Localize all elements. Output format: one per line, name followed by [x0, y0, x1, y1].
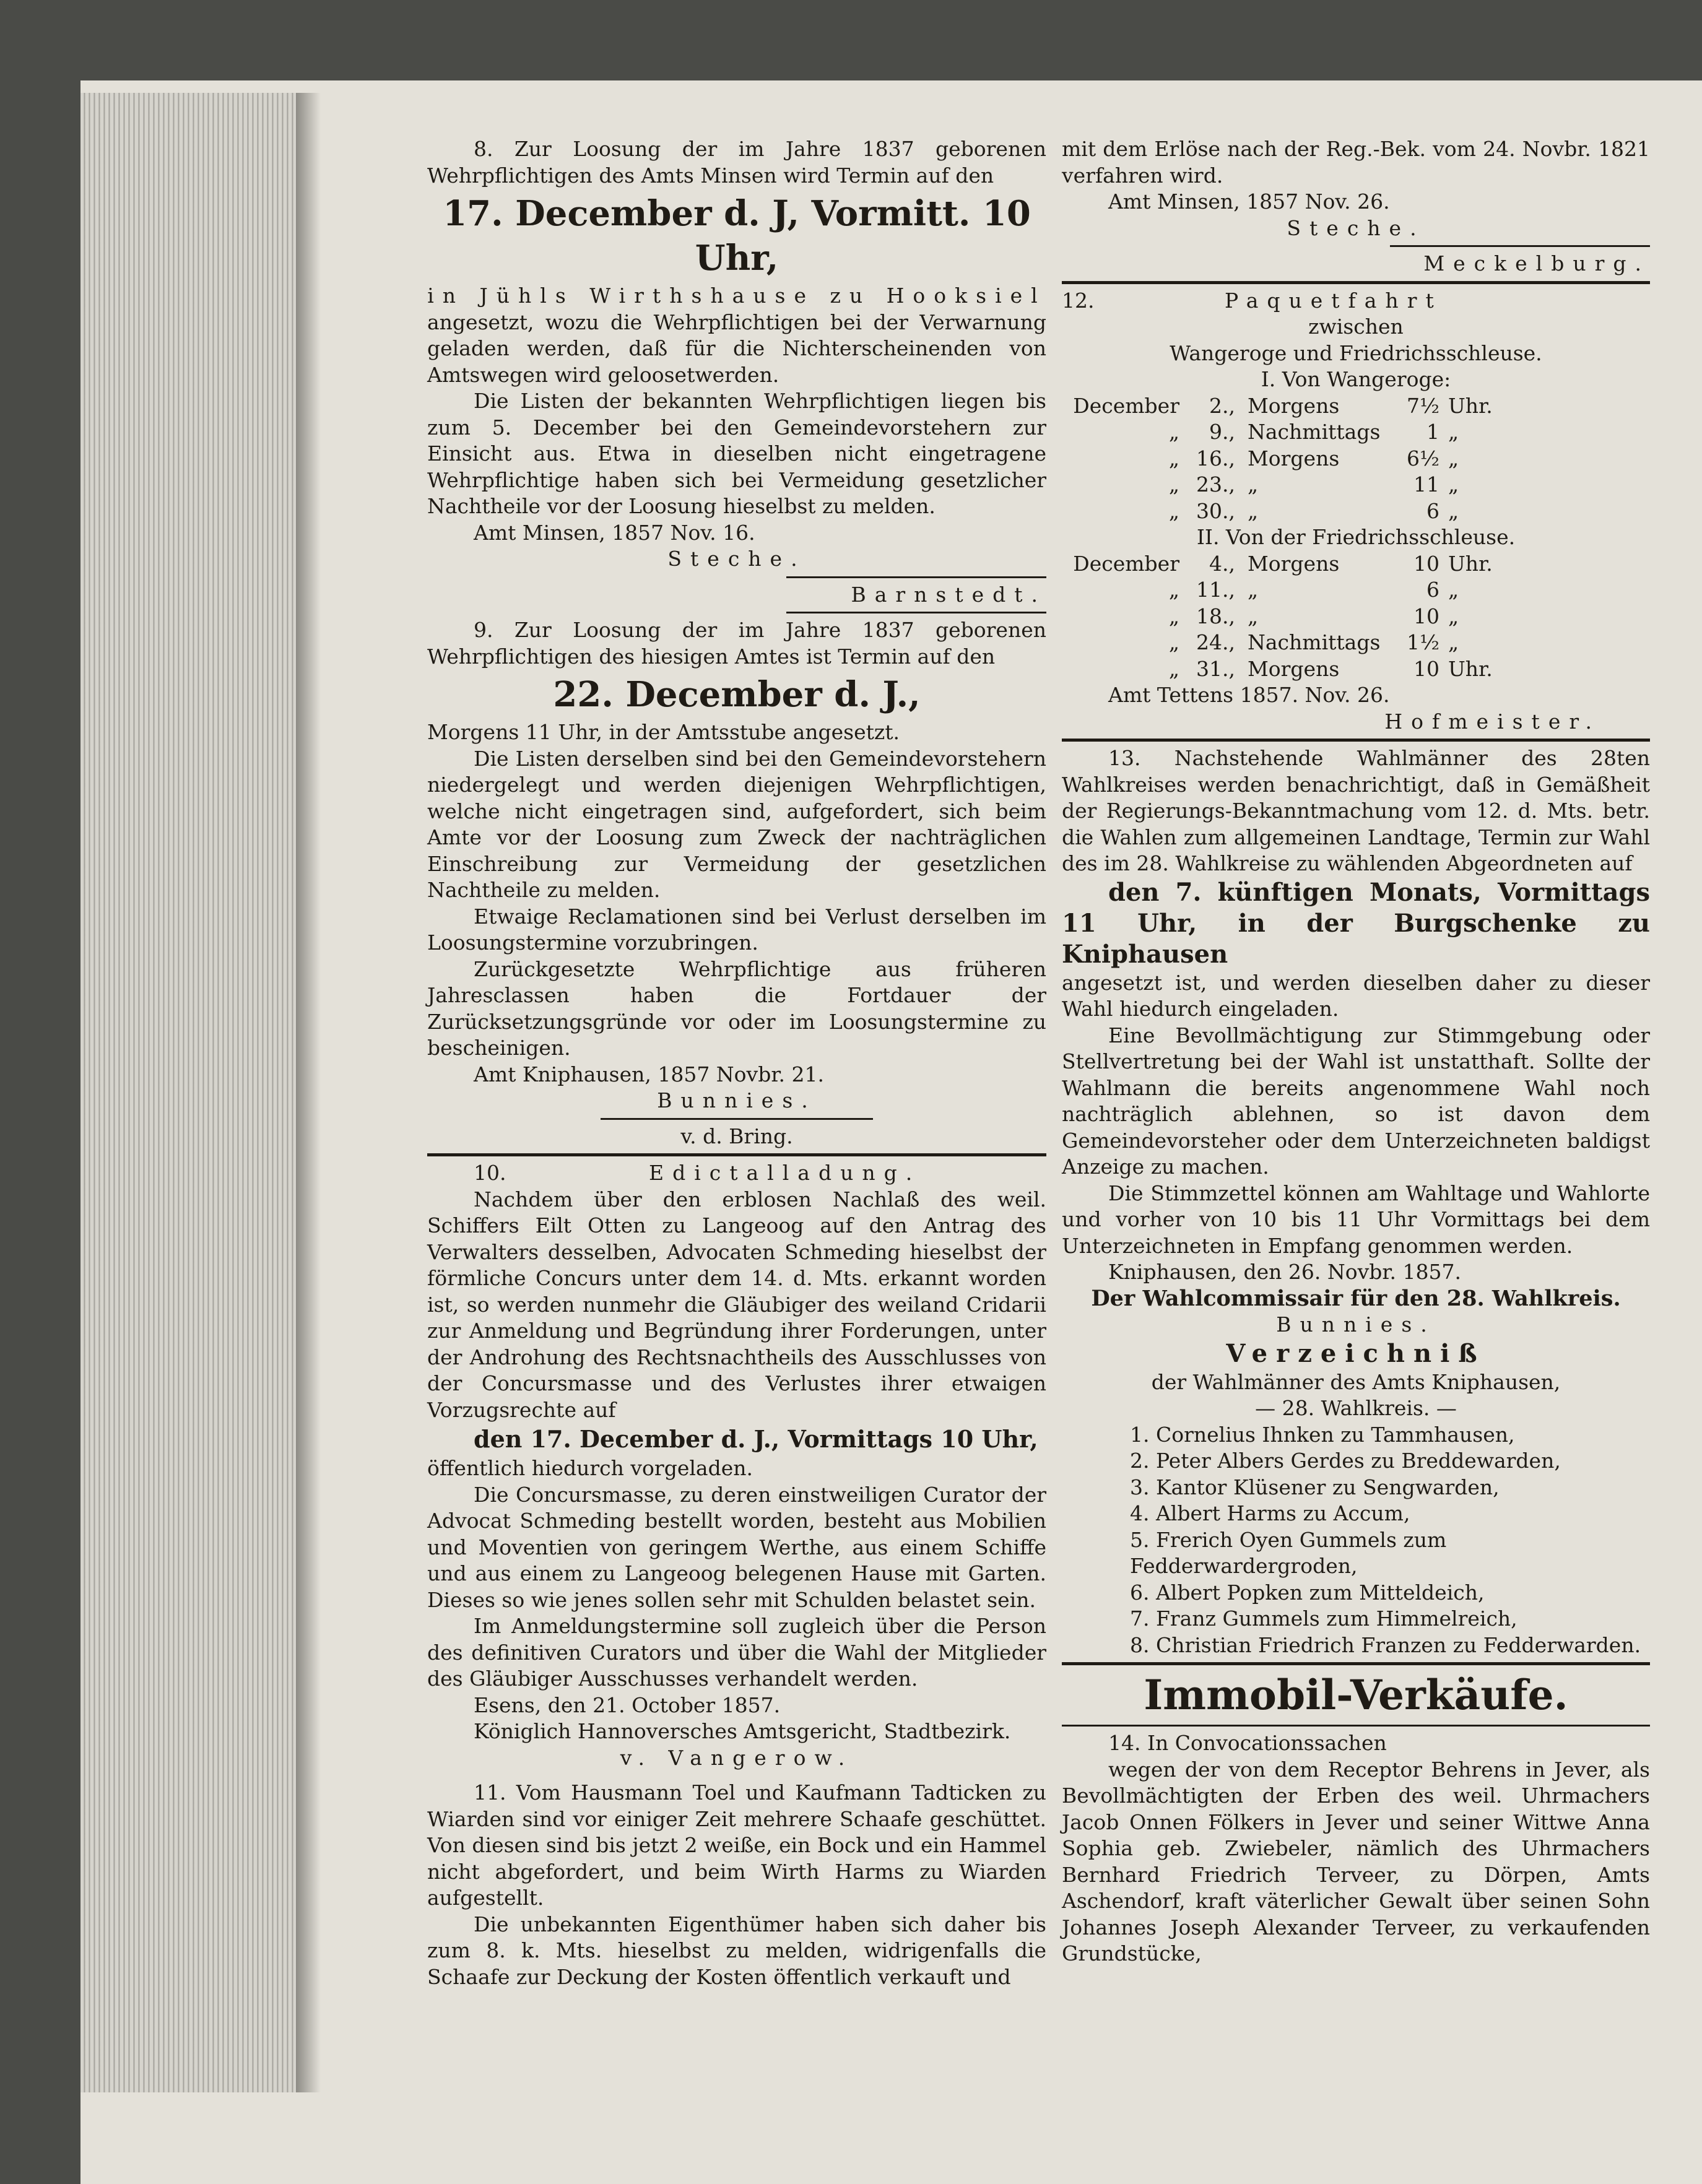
schedule-cell: 11 [1413, 472, 1439, 496]
notice-8-sign-name: Steche. [667, 547, 806, 571]
divider [601, 1118, 873, 1120]
voter-list-item: 4. Albert Harms zu Accum, [1130, 1501, 1410, 1525]
notice-13-date: den 7. künftigen Monats, Vormittags 11 Uhr, in der Burgschenke zu Kniphausen [1062, 877, 1650, 969]
notice-9-p1: Morgens 11 Uhr, in der Amtsstube angesetzt. [427, 720, 900, 744]
notice-13-sign-title: Der Wahlcommissair für den 28. Wahlkreis. [1091, 1285, 1621, 1311]
right-column [1062, 136, 1650, 1967]
immobil-heading: Immobil-Verkäufe. [1144, 1671, 1568, 1719]
page-edges [80, 93, 297, 2092]
schedule-row [1062, 630, 1650, 656]
notice-10-p3: Die Concursmasse, zu deren einstweiligen Curator der Advocat Schmeding bestellt worden, besteht aus Mobilien und Moventien von geringem Werthe, aus einem Schiffe und aus einem zu Langeoog belegenen Hause mit Garten. Dieses so wie jenes sollen sehr mit Schulden belastet sein. [427, 1482, 1046, 1612]
notice-10-p2: öffentlich hiedurch vorgeladen. [427, 1456, 753, 1480]
notice-10-sign-name: v. Vangerow. [620, 1745, 854, 1770]
schedule-cell: 6 [1426, 498, 1439, 523]
notice-9-p4: Zurückgesetzte Wehrpflichtige aus früheren Jahresclassen haben die Fortdauer der Zurücksetzungsgründe vor oder im Loosungstermine zu bescheinigen. [427, 956, 1046, 1060]
notice-14-intro: In Convocationssachen [1147, 1731, 1387, 1755]
schedule-cell: 6 [1426, 578, 1439, 602]
notice-9-date: 22. December d. J., [553, 674, 921, 715]
notice-9-sign-name: Bunnies. [657, 1088, 817, 1112]
schedule-cell: 1 [1426, 420, 1439, 444]
schedule-cell: „ [1168, 604, 1179, 628]
voter-list-item: 3. Kantor Klüsener zu Sengwarden, [1130, 1475, 1500, 1499]
notice-11-p2: Die unbekannten Eigenthümer haben sich daher bis zum 8. k. Mts. hieselbst zu melden, widrigenfalls die Schaafe zur Deckung der Kosten öffentlich verkauft und [427, 1912, 1046, 1989]
notice-10-p4: Im Anmeldungstermine soll zugleich über die Person des definitiven Curators und über die Wahl der Mitglieder des Gläubiger Ausschusses verhandelt werden. [427, 1614, 1046, 1691]
notice-8-place: in Jühls Wirthshause zu Hooksiel [427, 284, 1046, 308]
notice-8-intro: 8. Zur Loosung der im Jahre 1837 geborenen Wehrpflichtigen des Amts Minsen wird Termin auf den [427, 137, 1046, 188]
schedule-row [1062, 446, 1650, 472]
schedule-from-friedrichsschleuse [1062, 551, 1650, 683]
schedule-cell: 2., [1209, 393, 1235, 418]
notice-10-label: 10. [474, 1161, 506, 1185]
schedule-cell: Morgens [1248, 551, 1340, 576]
schedule-row [1062, 393, 1650, 420]
notice-10-heading [427, 1160, 1046, 1187]
schedule-cell: 11., [1196, 578, 1235, 602]
notice-13-p2: angesetzt ist, und werden dieselben daher zu dieser Wahl hiedurch eingeladen. [1062, 970, 1650, 1021]
schedule-cell: 10 [1413, 604, 1439, 628]
schedule-cell: December [1073, 393, 1179, 418]
schedule-cell: „ [1248, 498, 1259, 523]
divider [786, 576, 1046, 578]
schedule-cell: 18., [1196, 604, 1235, 628]
notice-12-sign-name: Hofmeister. [1384, 709, 1600, 734]
notice-13-list-sub: der Wahlmänner des Amts Kniphausen, [1151, 1369, 1561, 1394]
schedule-cell: Uhr. [1448, 551, 1493, 576]
schedule-cell: „ [1448, 604, 1459, 628]
voter-list-item: 1. Cornelius Ihnken zu Tammhausen, [1130, 1422, 1515, 1447]
notice-13-p1: 13. Nachstehende Wahlmänner des 28ten Wahlkreises werden benachrichtigt, daß in Gemäßheit der Regierungs-Bekanntmachung vom 12. d. Mts. betr. die Wahlen zum allgemeinen Landtage, Termin zur Wahl des im 28. Wahlkreise zu wählenden Abgeordneten auf [1062, 746, 1650, 875]
meckelburg-label: Meckelburg. [1423, 251, 1650, 275]
notice-12-head1: I. Von Wangeroge: [1261, 367, 1451, 391]
voter-list-item: 2. Peter Albers Gerdes zu Breddewarden, [1130, 1449, 1561, 1473]
divider [1062, 281, 1650, 284]
schedule-row [1062, 419, 1650, 446]
schedule-cell: 7½ [1407, 393, 1439, 418]
schedule-cell: „ [1168, 656, 1179, 681]
notice-10-title: Edictalladung. [648, 1161, 921, 1185]
divider [786, 612, 1046, 613]
notice-11-sign-name: Steche. [1287, 215, 1425, 240]
schedule-cell: 24., [1196, 630, 1235, 654]
notice-13-p3: Eine Bevollmächtigung zur Stimmgebung oder Stellvertretung bei der Wahl ist unstatthaft. Sollte der Wahlmann die bereits angenommene Wahl noch nachträglich ablehnen, so ist davon dem Gemeindevorsteher oder dem Unterzeichneten baldigst Anzeige zu machen. [1062, 1023, 1650, 1179]
notice-12-sub1: zwischen [1308, 314, 1404, 339]
barnstedt-label: Barnstedt. [851, 582, 1046, 607]
schedule-cell: „ [1168, 446, 1179, 470]
voter-list-item: 7. Franz Gummels zum Himmelreich, [1130, 1606, 1517, 1631]
divider [427, 1153, 1046, 1156]
schedule-cell: „ [1448, 472, 1459, 496]
schedule-cell: December [1073, 551, 1179, 576]
divider [1062, 1725, 1650, 1727]
schedule-cell: Morgens [1248, 656, 1340, 681]
notice-14-p2: wegen der von dem Receptor Behrens in Jever, als Bevollmächtigten der Erben des weil. Uhrmachers Jacob Onnen Fölkers in Jever und seiner Wittwe Anna Sophia geb. Zwiebeler, nämlich des Uhrmachers Bernhard Friedrich Terveer, zu Dörpen, Amts Aschendorf, kraft väterlicher Gewalt über seinen Sohn Johannes Joseph Alexander Terveer, zu verkaufenden Grundstücke, [1062, 1757, 1650, 1965]
notice-10-p1: Nachdem über den erblosen Nachlaß des weil. Schiffers Eilt Otten zu Langeoog auf den Antrag des Verwalters desselben, Advocaten Schmeding hieselbst der förmliche Concurs unter dem 14. d. Mts. erkannt worden ist, so werden nunmehr die Gläubiger des weiland Cridarii zur Anmeldung und Begründung ihrer Forderungen, unter der Androhung des Rechtsnachtheils des Ausschlusses von der Concursmasse und des Verlustes ihrer etwaigen Vorzugsrechte auf [427, 1187, 1046, 1422]
schedule-cell: Nachmittags [1248, 630, 1381, 654]
schedule-row [1062, 604, 1650, 630]
notice-9-p2: Die Listen derselben sind bei den Gemeindevorstehern niedergelegt und werden diejenigen Wehrpflichtigen, welche nicht eingetragen sind, aufgefordert, sich beim Amte vor der Loosung zum Zweck der nachträglichen Einschreibung zur Vermeidung der gesetzlichen Nachtheile zu melden. [427, 746, 1046, 902]
schedule-cell: „ [1448, 578, 1459, 602]
schedule-cell: Morgens [1248, 446, 1340, 470]
voter-list-item: 5. Frerich Oyen Gummels zum Fedderwardergroden, [1130, 1527, 1447, 1578]
notice-11-continued: mit dem Erlöse nach der Reg.-Bek. vom 24. Novbr. 1821 verfahren wird. [1062, 137, 1650, 188]
notice-11-sign-place: Amt Minsen, 1857 Nov. 26. [1108, 189, 1390, 214]
voter-list-item: 6. Albert Popken zum Mitteldeich, [1130, 1580, 1485, 1605]
schedule-row [1062, 498, 1650, 525]
divider [1062, 739, 1650, 742]
notice-14-label: 14. [1108, 1731, 1141, 1755]
divider [1390, 245, 1650, 247]
notice-12-heading [1062, 288, 1650, 314]
schedule-row [1062, 577, 1650, 604]
schedule-row [1062, 472, 1650, 498]
schedule-cell: Nachmittags [1248, 420, 1381, 444]
schedule-cell: „ [1168, 498, 1179, 523]
schedule-row [1062, 551, 1650, 578]
notice-13-p4: Die Stimmzettel können am Wahltage und Wahlorte und vorher von 10 bis 11 Uhr Vormittags bei dem Unterzeichneten in Empfang genommen werden. [1062, 1181, 1650, 1258]
notice-12-sub2: Wangeroge und Friedrichsschleuse. [1170, 340, 1542, 365]
schedule-cell: 31., [1196, 656, 1235, 681]
notice-8-date: 17. December d. J, Vormitt. 10 Uhr, [443, 193, 1031, 279]
schedule-cell: „ [1448, 446, 1459, 470]
notice-12-title: Paquetfahrt [1224, 288, 1443, 313]
schedule-cell: „ [1448, 630, 1459, 654]
voter-list [1130, 1422, 1650, 1659]
schedule-cell: Morgens [1248, 393, 1340, 418]
notice-10-sign-court: Königlich Hannoversches Amtsgericht, Stadtbezirk. [474, 1719, 1011, 1743]
notice-10-sign-place: Esens, den 21. October 1857. [474, 1692, 781, 1717]
schedule-cell: Uhr. [1448, 656, 1493, 681]
schedule-cell: 4., [1209, 551, 1235, 576]
schedule-cell: „ [1448, 420, 1459, 444]
schedule-cell: „ [1248, 472, 1259, 496]
schedule-cell: 9., [1209, 420, 1235, 444]
notice-12-sign-place: Amt Tettens 1857. Nov. 26. [1108, 683, 1390, 707]
schedule-cell: Uhr. [1448, 393, 1493, 418]
schedule-cell: „ [1248, 578, 1259, 602]
schedule-cell: „ [1168, 578, 1179, 602]
schedule-cell: 23., [1196, 472, 1235, 496]
notice-9-p3: Etwaige Reclamationen sind bei Verlust derselben im Loosungstermine vorzubringen. [427, 904, 1046, 955]
notice-10-date: den 17. December d. J., Vormittags 10 Uhr, [474, 1425, 1038, 1453]
notice-8-sign-place: Amt Minsen, 1857 Nov. 16. [474, 520, 755, 545]
schedule-cell: 1½ [1407, 630, 1439, 654]
notice-13-sign-name: Bunnies. [1276, 1312, 1436, 1337]
schedule-cell: „ [1448, 498, 1459, 523]
schedule-cell: „ [1168, 420, 1179, 444]
schedule-cell: „ [1168, 630, 1179, 654]
notice-13-sign-place: Kniphausen, den 26. Novbr. 1857. [1108, 1260, 1461, 1284]
voter-list-item: 8. Christian Friedrich Franzen zu Fedderwarden. [1130, 1632, 1641, 1657]
schedule-cell: „ [1168, 472, 1179, 496]
notice-9-sign-place: Amt Kniphausen, 1857 Novbr. 21. [474, 1062, 824, 1086]
schedule-cell: 10 [1413, 551, 1439, 576]
divider [1062, 1662, 1650, 1665]
notice-8-p2: Die Listen der bekannten Wehrpflichtigen liegen bis zum 5. December bei den Gemeindevorstehern zur Einsicht aus. Etwa in dieselben nicht eingetragene Wehrpflichtige haben sich bei Vermeidung gesetzlicher Nachtheile vor der Loosung hieselbst zu melden. [427, 389, 1046, 518]
schedule-cell: „ [1248, 604, 1259, 628]
left-column [427, 136, 1046, 1990]
schedule-cell: 30., [1196, 498, 1235, 523]
gutter-shadow [296, 93, 321, 2092]
notice-11-p1: 11. Vom Hausmann Toel und Kaufmann Tadticken zu Wiarden sind vor einiger Zeit mehrere Schaafe geschüttet. Von diesen sind bis jetzt 2 weiße, ein Bock und ein Hammel nicht abgefordert, und beim Wirth Harms zu Wiarden aufgestellt. [427, 1780, 1046, 1910]
vd-bring-label: v. d. Bring. [680, 1124, 793, 1148]
schedule-cell: 6½ [1407, 446, 1439, 470]
notice-13-list-title: Verzeichniß [1226, 1338, 1486, 1368]
schedule-row [1062, 656, 1650, 683]
notice-9-intro: 9. Zur Loosung der im Jahre 1837 geborenen Wehrpflichtigen des hiesigen Amtes ist Termin auf den [427, 618, 1046, 669]
notice-12-label: 12. [1062, 288, 1095, 313]
notice-14-p1 [1062, 1730, 1650, 1757]
schedule-from-wangeroge [1062, 393, 1650, 525]
notice-8-p1: angesetzt, wozu die Wehrpflichtigen bei der Verwarnung geladen werden, daß für die Nichterscheinenden von Amtswegen wird geloosetwerden. [427, 310, 1046, 387]
notice-13-list-sub2: — 28. Wahlkreis. — [1255, 1396, 1457, 1420]
schedule-cell: 16., [1196, 446, 1235, 470]
schedule-cell: 10 [1413, 656, 1439, 681]
notice-12-head2: II. Von der Friedrichsschleuse. [1196, 525, 1516, 549]
